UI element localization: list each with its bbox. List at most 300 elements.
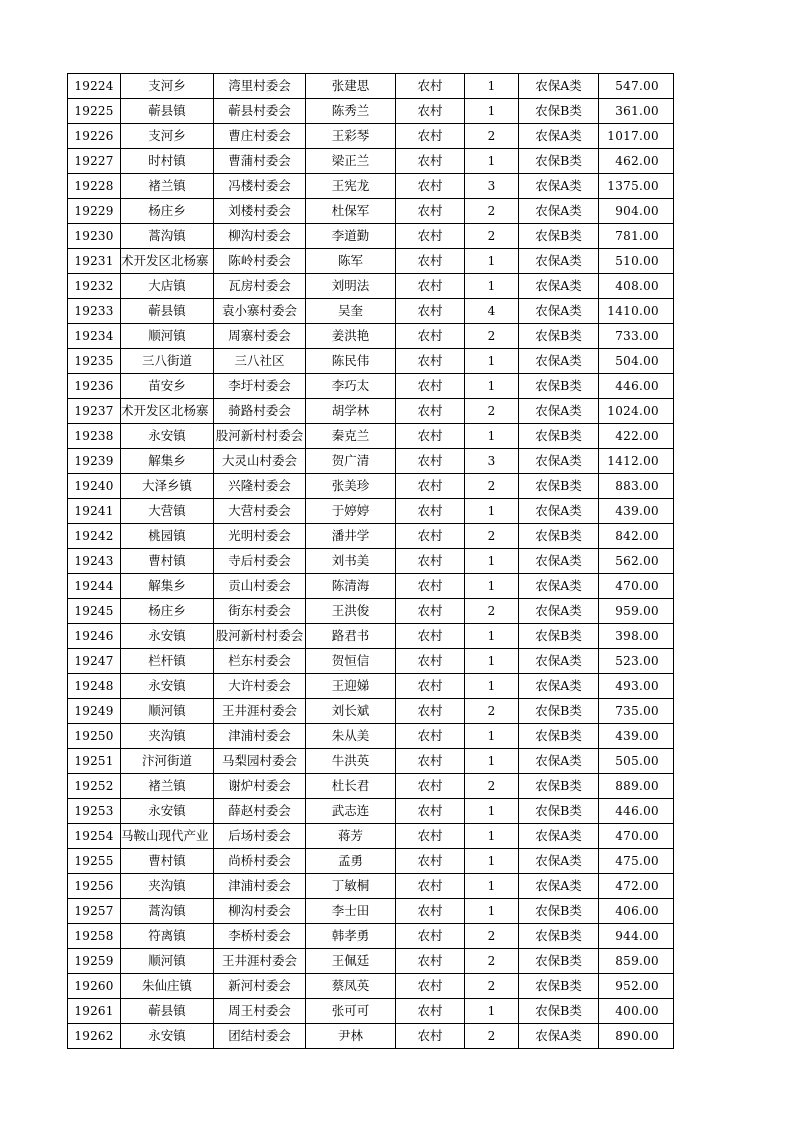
cell-name: 陈民伟: [306, 349, 396, 374]
cell-name: 陈清海: [306, 574, 396, 599]
cell-area: 农村: [396, 549, 465, 574]
cell-count: 1: [465, 274, 519, 299]
table-row: [68, 74, 674, 99]
cell-area: 农村: [396, 499, 465, 524]
table-row: [68, 949, 674, 974]
cell-name: 李道勤: [306, 224, 396, 249]
cell-area: 农村: [396, 449, 465, 474]
cell-area: 农村: [396, 524, 465, 549]
table-row: [68, 474, 674, 499]
cell-category: 农保B类: [519, 324, 599, 349]
cell-village: 兴隆村委会: [214, 474, 306, 499]
cell-count: 1: [465, 349, 519, 374]
cell-name: 李士田: [306, 899, 396, 924]
cell-town: 术开发区北杨寨: [121, 399, 214, 424]
cell-village: 栏东村委会: [214, 649, 306, 674]
cell-village: 马梨园村委会: [214, 749, 306, 774]
cell-id: 19242: [68, 524, 121, 549]
cell-id: 19233: [68, 299, 121, 324]
cell-amount: 523.00: [599, 649, 674, 674]
cell-category: 农保B类: [519, 699, 599, 724]
cell-name: 刘书美: [306, 549, 396, 574]
cell-amount: 1410.00: [599, 299, 674, 324]
cell-id: 19247: [68, 649, 121, 674]
cell-town: 褚兰镇: [121, 174, 214, 199]
cell-amount: 470.00: [599, 574, 674, 599]
cell-area: 农村: [396, 574, 465, 599]
cell-count: 1: [465, 824, 519, 849]
table-row: [68, 599, 674, 624]
cell-category: 农保A类: [519, 824, 599, 849]
cell-village: 尚桥村委会: [214, 849, 306, 874]
cell-area: 农村: [396, 299, 465, 324]
table-row: [68, 249, 674, 274]
cell-village: 陈岭村委会: [214, 249, 306, 274]
cell-amount: 781.00: [599, 224, 674, 249]
cell-area: 农村: [396, 874, 465, 899]
table-row: [68, 399, 674, 424]
cell-category: 农保B类: [519, 724, 599, 749]
cell-village: 骑路村委会: [214, 399, 306, 424]
cell-amount: 504.00: [599, 349, 674, 374]
cell-id: 19262: [68, 1024, 121, 1049]
cell-category: 农保B类: [519, 224, 599, 249]
cell-village: 曹蒲村委会: [214, 149, 306, 174]
cell-count: 1: [465, 649, 519, 674]
cell-village: 大灵山村委会: [214, 449, 306, 474]
table-row: [68, 224, 674, 249]
cell-area: 农村: [396, 274, 465, 299]
cell-town: 杨庄乡: [121, 199, 214, 224]
cell-id: 19260: [68, 974, 121, 999]
table-row: [68, 699, 674, 724]
cell-town: 顺河镇: [121, 699, 214, 724]
cell-area: 农村: [396, 324, 465, 349]
cell-amount: 398.00: [599, 624, 674, 649]
cell-town: 蒿沟镇: [121, 899, 214, 924]
cell-amount: 842.00: [599, 524, 674, 549]
cell-count: 2: [465, 199, 519, 224]
cell-village: 贡山村委会: [214, 574, 306, 599]
cell-amount: 446.00: [599, 799, 674, 824]
cell-area: 农村: [396, 174, 465, 199]
cell-town: 蒿沟镇: [121, 224, 214, 249]
cell-name: 王洪俊: [306, 599, 396, 624]
cell-category: 农保A类: [519, 199, 599, 224]
cell-amount: 959.00: [599, 599, 674, 624]
cell-category: 农保B类: [519, 999, 599, 1024]
cell-town: 永安镇: [121, 1024, 214, 1049]
cell-id: 19229: [68, 199, 121, 224]
cell-village: 街东村委会: [214, 599, 306, 624]
cell-category: 农保A类: [519, 1024, 599, 1049]
cell-count: 2: [465, 699, 519, 724]
cell-town: 蕲县镇: [121, 299, 214, 324]
cell-area: 农村: [396, 949, 465, 974]
cell-town: 蕲县镇: [121, 999, 214, 1024]
cell-amount: 883.00: [599, 474, 674, 499]
cell-village: 蕲县村委会: [214, 99, 306, 124]
cell-category: 农保A类: [519, 574, 599, 599]
cell-count: 4: [465, 299, 519, 324]
cell-town: 杨庄乡: [121, 599, 214, 624]
cell-count: 1: [465, 549, 519, 574]
cell-category: 农保A类: [519, 174, 599, 199]
table-body: [68, 74, 674, 1049]
cell-name: 蔡凤英: [306, 974, 396, 999]
cell-town: 支河乡: [121, 124, 214, 149]
cell-amount: 859.00: [599, 949, 674, 974]
table-row: [68, 899, 674, 924]
cell-id: 19235: [68, 349, 121, 374]
table-row: [68, 324, 674, 349]
cell-town: 蕲县镇: [121, 99, 214, 124]
cell-area: 农村: [396, 824, 465, 849]
cell-count: 2: [465, 599, 519, 624]
cell-count: 1: [465, 799, 519, 824]
table-row: [68, 649, 674, 674]
cell-amount: 400.00: [599, 999, 674, 1024]
table-row: [68, 999, 674, 1024]
cell-id: 19232: [68, 274, 121, 299]
cell-area: 农村: [396, 899, 465, 924]
cell-count: 1: [465, 749, 519, 774]
cell-area: 农村: [396, 199, 465, 224]
table-row: [68, 1024, 674, 1049]
cell-category: 农保B类: [519, 99, 599, 124]
cell-amount: 475.00: [599, 849, 674, 874]
table-row: [68, 974, 674, 999]
cell-name: 牛洪英: [306, 749, 396, 774]
cell-town: 桃园镇: [121, 524, 214, 549]
cell-amount: 735.00: [599, 699, 674, 724]
cell-id: 19226: [68, 124, 121, 149]
table-row: [68, 549, 674, 574]
cell-amount: 361.00: [599, 99, 674, 124]
cell-town: 永安镇: [121, 424, 214, 449]
table-row: [68, 574, 674, 599]
cell-count: 3: [465, 174, 519, 199]
cell-category: 农保A类: [519, 349, 599, 374]
cell-id: 19240: [68, 474, 121, 499]
cell-area: 农村: [396, 624, 465, 649]
cell-id: 19230: [68, 224, 121, 249]
cell-village: 股河新村村委会: [214, 424, 306, 449]
table-row: [68, 874, 674, 899]
cell-amount: 462.00: [599, 149, 674, 174]
cell-count: 2: [465, 974, 519, 999]
cell-count: 2: [465, 524, 519, 549]
cell-town: 永安镇: [121, 674, 214, 699]
cell-name: 王佩廷: [306, 949, 396, 974]
cell-category: 农保B类: [519, 974, 599, 999]
cell-town: 解集乡: [121, 449, 214, 474]
cell-town: 朱仙庄镇: [121, 974, 214, 999]
cell-count: 1: [465, 499, 519, 524]
cell-amount: 1024.00: [599, 399, 674, 424]
cell-town: 顺河镇: [121, 949, 214, 974]
table-row: [68, 849, 674, 874]
cell-count: 1: [465, 424, 519, 449]
cell-id: 19256: [68, 874, 121, 899]
cell-id: 19239: [68, 449, 121, 474]
cell-town: 永安镇: [121, 624, 214, 649]
subsidy-table: [67, 73, 674, 1049]
cell-village: 薛赵村委会: [214, 799, 306, 824]
cell-id: 19231: [68, 249, 121, 274]
cell-name: 姜洪艳: [306, 324, 396, 349]
table-row: [68, 449, 674, 474]
cell-name: 贺广清: [306, 449, 396, 474]
cell-category: 农保A类: [519, 549, 599, 574]
cell-village: 周王村委会: [214, 999, 306, 1024]
cell-amount: 889.00: [599, 774, 674, 799]
cell-name: 李巧太: [306, 374, 396, 399]
cell-village: 王井涯村委会: [214, 699, 306, 724]
cell-id: 19243: [68, 549, 121, 574]
cell-count: 1: [465, 574, 519, 599]
cell-name: 张美珍: [306, 474, 396, 499]
cell-count: 1: [465, 999, 519, 1024]
cell-area: 农村: [396, 974, 465, 999]
cell-category: 农保B类: [519, 374, 599, 399]
cell-name: 王迎娣: [306, 674, 396, 699]
cell-category: 农保A类: [519, 849, 599, 874]
cell-area: 农村: [396, 924, 465, 949]
cell-category: 农保A类: [519, 649, 599, 674]
cell-village: 袁小寨村委会: [214, 299, 306, 324]
cell-name: 潘井学: [306, 524, 396, 549]
cell-category: 农保A类: [519, 674, 599, 699]
cell-id: 19261: [68, 999, 121, 1024]
cell-amount: 422.00: [599, 424, 674, 449]
cell-area: 农村: [396, 224, 465, 249]
cell-village: 大许村委会: [214, 674, 306, 699]
cell-name: 张建思: [306, 74, 396, 99]
cell-count: 1: [465, 724, 519, 749]
cell-category: 农保B类: [519, 474, 599, 499]
cell-id: 19248: [68, 674, 121, 699]
cell-name: 杜长君: [306, 774, 396, 799]
cell-category: 农保A类: [519, 74, 599, 99]
cell-id: 19252: [68, 774, 121, 799]
cell-village: 津浦村委会: [214, 724, 306, 749]
cell-amount: 439.00: [599, 499, 674, 524]
cell-name: 陈军: [306, 249, 396, 274]
cell-amount: 406.00: [599, 899, 674, 924]
cell-area: 农村: [396, 424, 465, 449]
cell-count: 1: [465, 674, 519, 699]
cell-name: 梁正兰: [306, 149, 396, 174]
cell-count: 1: [465, 249, 519, 274]
cell-id: 19225: [68, 99, 121, 124]
cell-amount: 890.00: [599, 1024, 674, 1049]
cell-amount: 470.00: [599, 824, 674, 849]
cell-count: 2: [465, 949, 519, 974]
table-row: [68, 424, 674, 449]
cell-id: 19254: [68, 824, 121, 849]
table-row: [68, 274, 674, 299]
table-row: [68, 749, 674, 774]
cell-name: 于婷婷: [306, 499, 396, 524]
cell-town: 大店镇: [121, 274, 214, 299]
cell-name: 张可可: [306, 999, 396, 1024]
table-row: [68, 824, 674, 849]
table-row: [68, 374, 674, 399]
cell-amount: 547.00: [599, 74, 674, 99]
cell-area: 农村: [396, 699, 465, 724]
cell-name: 胡学林: [306, 399, 396, 424]
cell-area: 农村: [396, 674, 465, 699]
cell-town: 苗安乡: [121, 374, 214, 399]
cell-village: 谢炉村委会: [214, 774, 306, 799]
cell-area: 农村: [396, 374, 465, 399]
cell-category: 农保A类: [519, 124, 599, 149]
cell-area: 农村: [396, 774, 465, 799]
cell-town: 夹沟镇: [121, 724, 214, 749]
cell-village: 湾里村委会: [214, 74, 306, 99]
cell-category: 农保A类: [519, 449, 599, 474]
cell-town: 褚兰镇: [121, 774, 214, 799]
cell-village: 周寨村委会: [214, 324, 306, 349]
cell-count: 1: [465, 624, 519, 649]
table-row: [68, 924, 674, 949]
cell-name: 王宪龙: [306, 174, 396, 199]
cell-id: 19234: [68, 324, 121, 349]
cell-town: 大泽乡镇: [121, 474, 214, 499]
cell-village: 后场村委会: [214, 824, 306, 849]
cell-count: 2: [465, 124, 519, 149]
cell-count: 2: [465, 324, 519, 349]
table-row: [68, 99, 674, 124]
cell-area: 农村: [396, 799, 465, 824]
cell-id: 19236: [68, 374, 121, 399]
cell-category: 农保B类: [519, 924, 599, 949]
cell-village: 冯楼村委会: [214, 174, 306, 199]
cell-area: 农村: [396, 1024, 465, 1049]
cell-count: 2: [465, 224, 519, 249]
table-row: [68, 124, 674, 149]
cell-village: 曹庄村委会: [214, 124, 306, 149]
cell-category: 农保B类: [519, 799, 599, 824]
cell-town: 曹村镇: [121, 849, 214, 874]
cell-category: 农保B类: [519, 424, 599, 449]
cell-id: 19227: [68, 149, 121, 174]
cell-town: 解集乡: [121, 574, 214, 599]
cell-name: 丁敏桐: [306, 874, 396, 899]
cell-category: 农保B类: [519, 774, 599, 799]
cell-name: 孟勇: [306, 849, 396, 874]
cell-name: 尹林: [306, 1024, 396, 1049]
cell-town: 汴河街道: [121, 749, 214, 774]
cell-name: 刘明法: [306, 274, 396, 299]
cell-category: 农保B类: [519, 149, 599, 174]
table-row: [68, 499, 674, 524]
cell-id: 19251: [68, 749, 121, 774]
cell-village: 股河新村村委会: [214, 624, 306, 649]
cell-area: 农村: [396, 999, 465, 1024]
cell-amount: 505.00: [599, 749, 674, 774]
cell-count: 1: [465, 849, 519, 874]
cell-village: 柳沟村委会: [214, 224, 306, 249]
cell-count: 2: [465, 399, 519, 424]
cell-town: 时村镇: [121, 149, 214, 174]
cell-name: 秦克兰: [306, 424, 396, 449]
cell-village: 光明村委会: [214, 524, 306, 549]
cell-name: 杜保军: [306, 199, 396, 224]
cell-village: 刘楼村委会: [214, 199, 306, 224]
table-row: [68, 149, 674, 174]
cell-amount: 904.00: [599, 199, 674, 224]
cell-category: 农保A类: [519, 249, 599, 274]
cell-amount: 408.00: [599, 274, 674, 299]
table-row: [68, 299, 674, 324]
cell-village: 三八社区: [214, 349, 306, 374]
cell-town: 栏杆镇: [121, 649, 214, 674]
cell-id: 19245: [68, 599, 121, 624]
cell-id: 19246: [68, 624, 121, 649]
cell-category: 农保A类: [519, 749, 599, 774]
cell-id: 19259: [68, 949, 121, 974]
cell-town: 顺河镇: [121, 324, 214, 349]
cell-area: 农村: [396, 249, 465, 274]
cell-village: 大营村委会: [214, 499, 306, 524]
cell-name: 朱从美: [306, 724, 396, 749]
cell-area: 农村: [396, 74, 465, 99]
cell-category: 农保A类: [519, 274, 599, 299]
cell-count: 1: [465, 74, 519, 99]
cell-name: 韩孝勇: [306, 924, 396, 949]
table-row: [68, 199, 674, 224]
cell-town: 支河乡: [121, 74, 214, 99]
cell-name: 陈秀兰: [306, 99, 396, 124]
cell-name: 贺恒信: [306, 649, 396, 674]
cell-village: 津浦村委会: [214, 874, 306, 899]
cell-name: 路君书: [306, 624, 396, 649]
cell-area: 农村: [396, 474, 465, 499]
cell-area: 农村: [396, 599, 465, 624]
cell-area: 农村: [396, 649, 465, 674]
cell-amount: 562.00: [599, 549, 674, 574]
cell-id: 19250: [68, 724, 121, 749]
cell-town: 大营镇: [121, 499, 214, 524]
cell-category: 农保B类: [519, 899, 599, 924]
cell-area: 农村: [396, 349, 465, 374]
table-row: [68, 624, 674, 649]
cell-id: 19241: [68, 499, 121, 524]
cell-category: 农保A类: [519, 874, 599, 899]
cell-amount: 510.00: [599, 249, 674, 274]
cell-village: 李圩村委会: [214, 374, 306, 399]
cell-area: 农村: [396, 399, 465, 424]
cell-amount: 493.00: [599, 674, 674, 699]
cell-category: 农保B类: [519, 524, 599, 549]
cell-amount: 446.00: [599, 374, 674, 399]
cell-area: 农村: [396, 124, 465, 149]
cell-count: 1: [465, 374, 519, 399]
cell-amount: 944.00: [599, 924, 674, 949]
cell-village: 寺后村委会: [214, 549, 306, 574]
cell-village: 团结村委会: [214, 1024, 306, 1049]
cell-town: 术开发区北杨寨: [121, 249, 214, 274]
cell-name: 武志连: [306, 799, 396, 824]
cell-category: 农保B类: [519, 624, 599, 649]
cell-village: 李桥村委会: [214, 924, 306, 949]
cell-id: 19238: [68, 424, 121, 449]
cell-id: 19258: [68, 924, 121, 949]
cell-amount: 733.00: [599, 324, 674, 349]
cell-town: 永安镇: [121, 799, 214, 824]
